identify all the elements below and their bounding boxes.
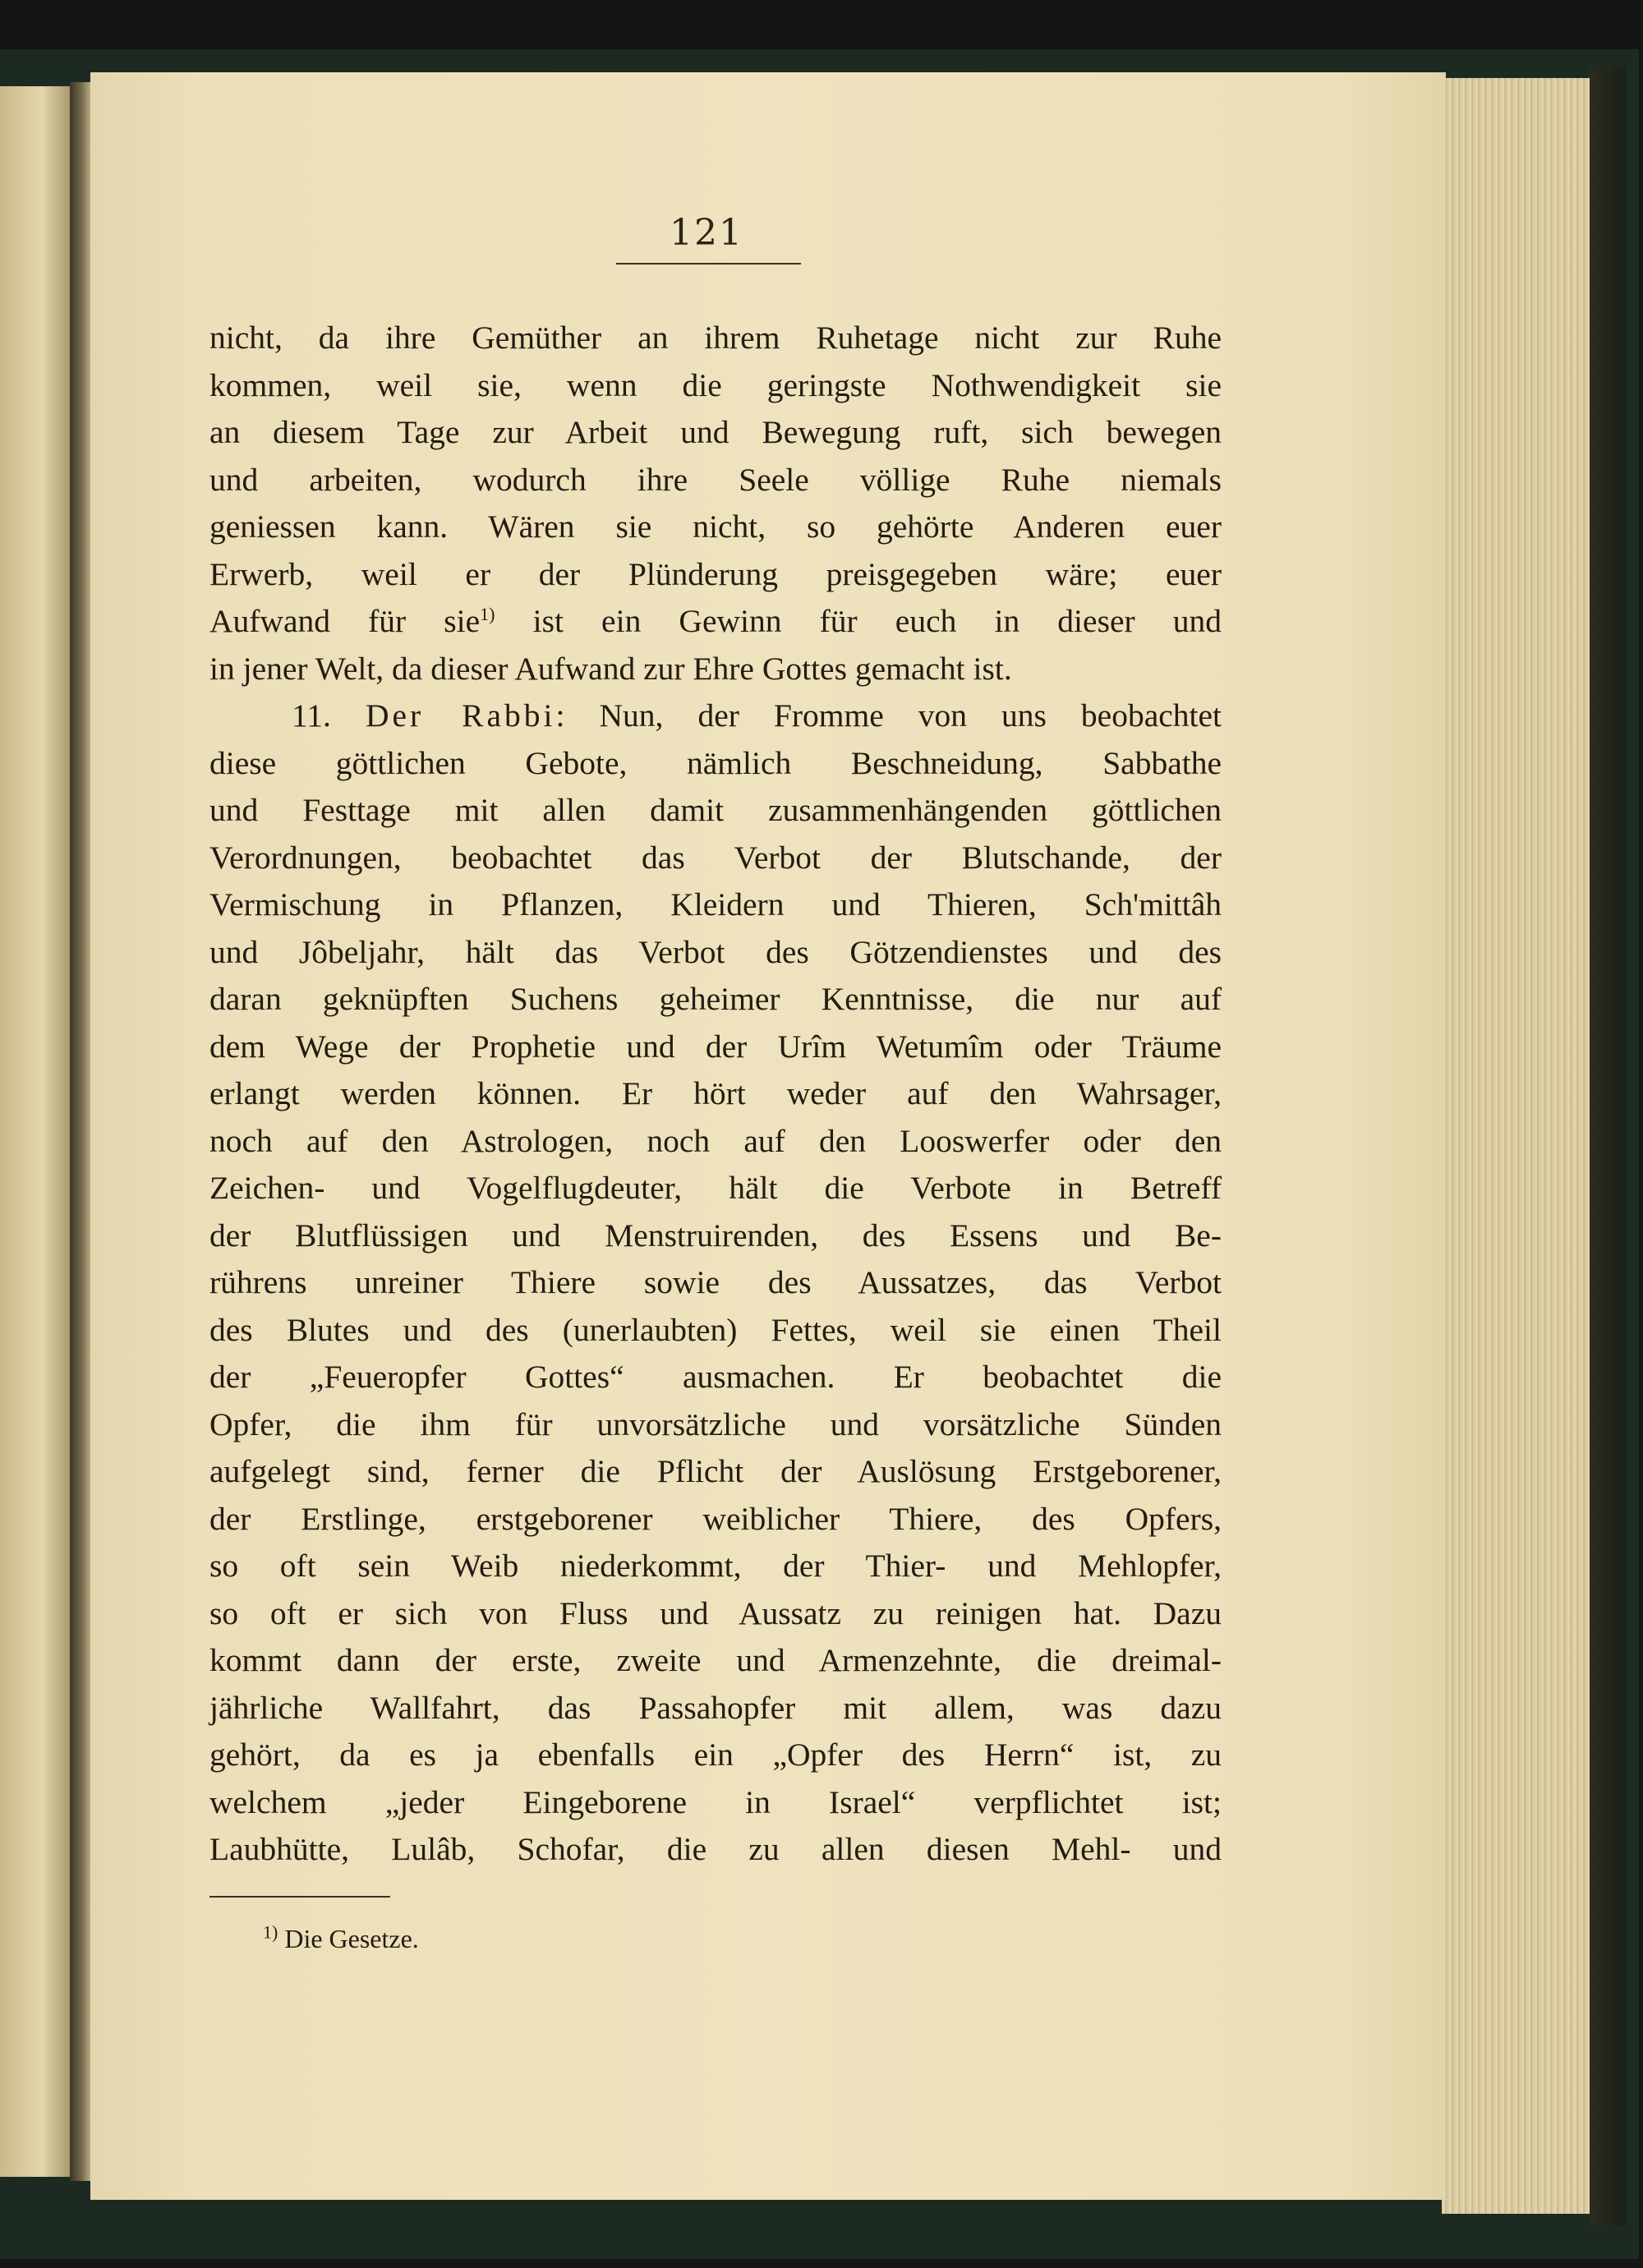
text-line: gehört, da es ja ebenfalls ein „Opfer des Herrn“ ist, zu xyxy=(209,1737,1222,1773)
text-segment: ist ein Gewinn für euch in dieser und xyxy=(495,603,1222,639)
paragraph-first-line xyxy=(209,692,1222,740)
text-line: erlangt werden können. Er hört weder auf den Wahrsager, xyxy=(209,1075,1222,1111)
footnote-text: Die Gesetze. xyxy=(278,1924,419,1953)
text-line: Zeichen- und Vogelflugdeuter, hält die Verbote in Betreff xyxy=(209,1170,1222,1206)
text-line: und Jôbeljahr, hält das Verbot des Götzendienstes und des xyxy=(209,933,1222,970)
text-line: geniessen kann. Wären sie nicht, so gehörte Anderen euer xyxy=(209,508,1222,545)
text-segment: : Nun, der Fromme von uns beobachtet xyxy=(555,697,1222,734)
text-line: der Erstlinge, erstgeborener weiblicher Thiere, des Opfers, xyxy=(209,1500,1222,1537)
footnote xyxy=(263,1921,419,1954)
page-body-text xyxy=(209,315,1222,1874)
text-line: Laubhütte, Lulâb, Schofar, die zu allen diesen Mehl- und xyxy=(209,1831,1222,1867)
text-line: Verordnungen, beobachtet das Verbot der Blutschande, der xyxy=(209,839,1222,876)
text-line: aufgelegt sind, ferner die Pflicht der Auslösung Erstgeborener, xyxy=(209,1453,1222,1489)
text-line: kommt dann der erste, zweite und Armenzehnte, die dreimal- xyxy=(209,1642,1222,1678)
text-line: und arbeiten, wodurch ihre Seele völlige Ruhe niemals xyxy=(209,461,1222,498)
text-line: Erwerb, weil er der Plünderung preisgegeben wäre; euer xyxy=(209,555,1222,592)
text-line: der „Feueropfer Gottes“ ausmachen. Er beobachtet die xyxy=(209,1359,1222,1395)
text-line: Vermischung in Pflanzen, Kleidern und Thieren, Sch'mittâh xyxy=(209,886,1222,922)
text-line: jährliche Wallfahrt, das Passahopfer mit allem, was dazu xyxy=(209,1689,1222,1726)
text-line: an diesem Tage zur Arbeit und Bewegung ruft, sich bewegen xyxy=(209,414,1222,450)
text-line-with-footnote-ref xyxy=(209,598,1222,646)
page-number: 121 xyxy=(670,212,743,254)
text-line: diese göttlichen Gebote, nämlich Beschneidung, Sabbathe xyxy=(209,744,1222,781)
footnote-mark: 1) xyxy=(263,1921,278,1943)
cover-edge xyxy=(1590,66,1627,2226)
text-line: so oft sein Weib niederkommt, der Thier- und Mehlopfer, xyxy=(209,1548,1222,1584)
facing-page-edge xyxy=(0,86,70,2177)
text-line: Opfer, die ihm für unvorsätzliche und vorsätzliche Sünden xyxy=(209,1405,1222,1442)
text-line: so oft er sich von Fluss und Aussatz zu reinigen hat. Dazu xyxy=(209,1594,1222,1631)
text-line: noch auf den Astrologen, noch auf den Looswerfer oder den xyxy=(209,1122,1222,1159)
footnote-reference: 1) xyxy=(480,603,495,624)
text-line: des Blutes und des (unerlaubten) Fettes, weil sie einen Theil xyxy=(209,1311,1222,1348)
text-segment: Aufwand für sie xyxy=(209,603,481,639)
text-line: dem Wege der Prophetie und der Urîm Wetumîm oder Träume xyxy=(209,1028,1222,1065)
text-line: in jener Welt, da dieser Aufwand zur Ehre Gottes gemacht ist. xyxy=(209,650,1012,687)
text-line: welchem „jeder Eingeborene in Israel“ verpflichtet ist; xyxy=(209,1783,1222,1820)
page-number-rule xyxy=(616,263,801,265)
text-line: kommen, weil sie, wenn die geringste Nothwendigkeit sie xyxy=(209,366,1222,403)
text-line: daran geknüpften Suchens geheimer Kenntnisse, die nur auf xyxy=(209,981,1222,1017)
speaker-label: Der Rabbi xyxy=(365,697,556,734)
text-line: der Blutflüssigen und Menstruirenden, des Essens und Be- xyxy=(209,1217,1222,1254)
text-line: rührens unreiner Thiere sowie des Aussatzes, das Verbot xyxy=(209,1264,1222,1300)
text-line: und Festtage mit allen damit zusammenhängenden göttlichen xyxy=(209,792,1222,828)
footnote-rule xyxy=(209,1896,390,1898)
text-line: nicht, da ihre Gemüther an ihrem Ruhetage nicht zur Ruhe xyxy=(209,320,1222,356)
paragraph-number: 11. xyxy=(292,697,366,734)
page-stack-edge xyxy=(1442,78,1590,2214)
